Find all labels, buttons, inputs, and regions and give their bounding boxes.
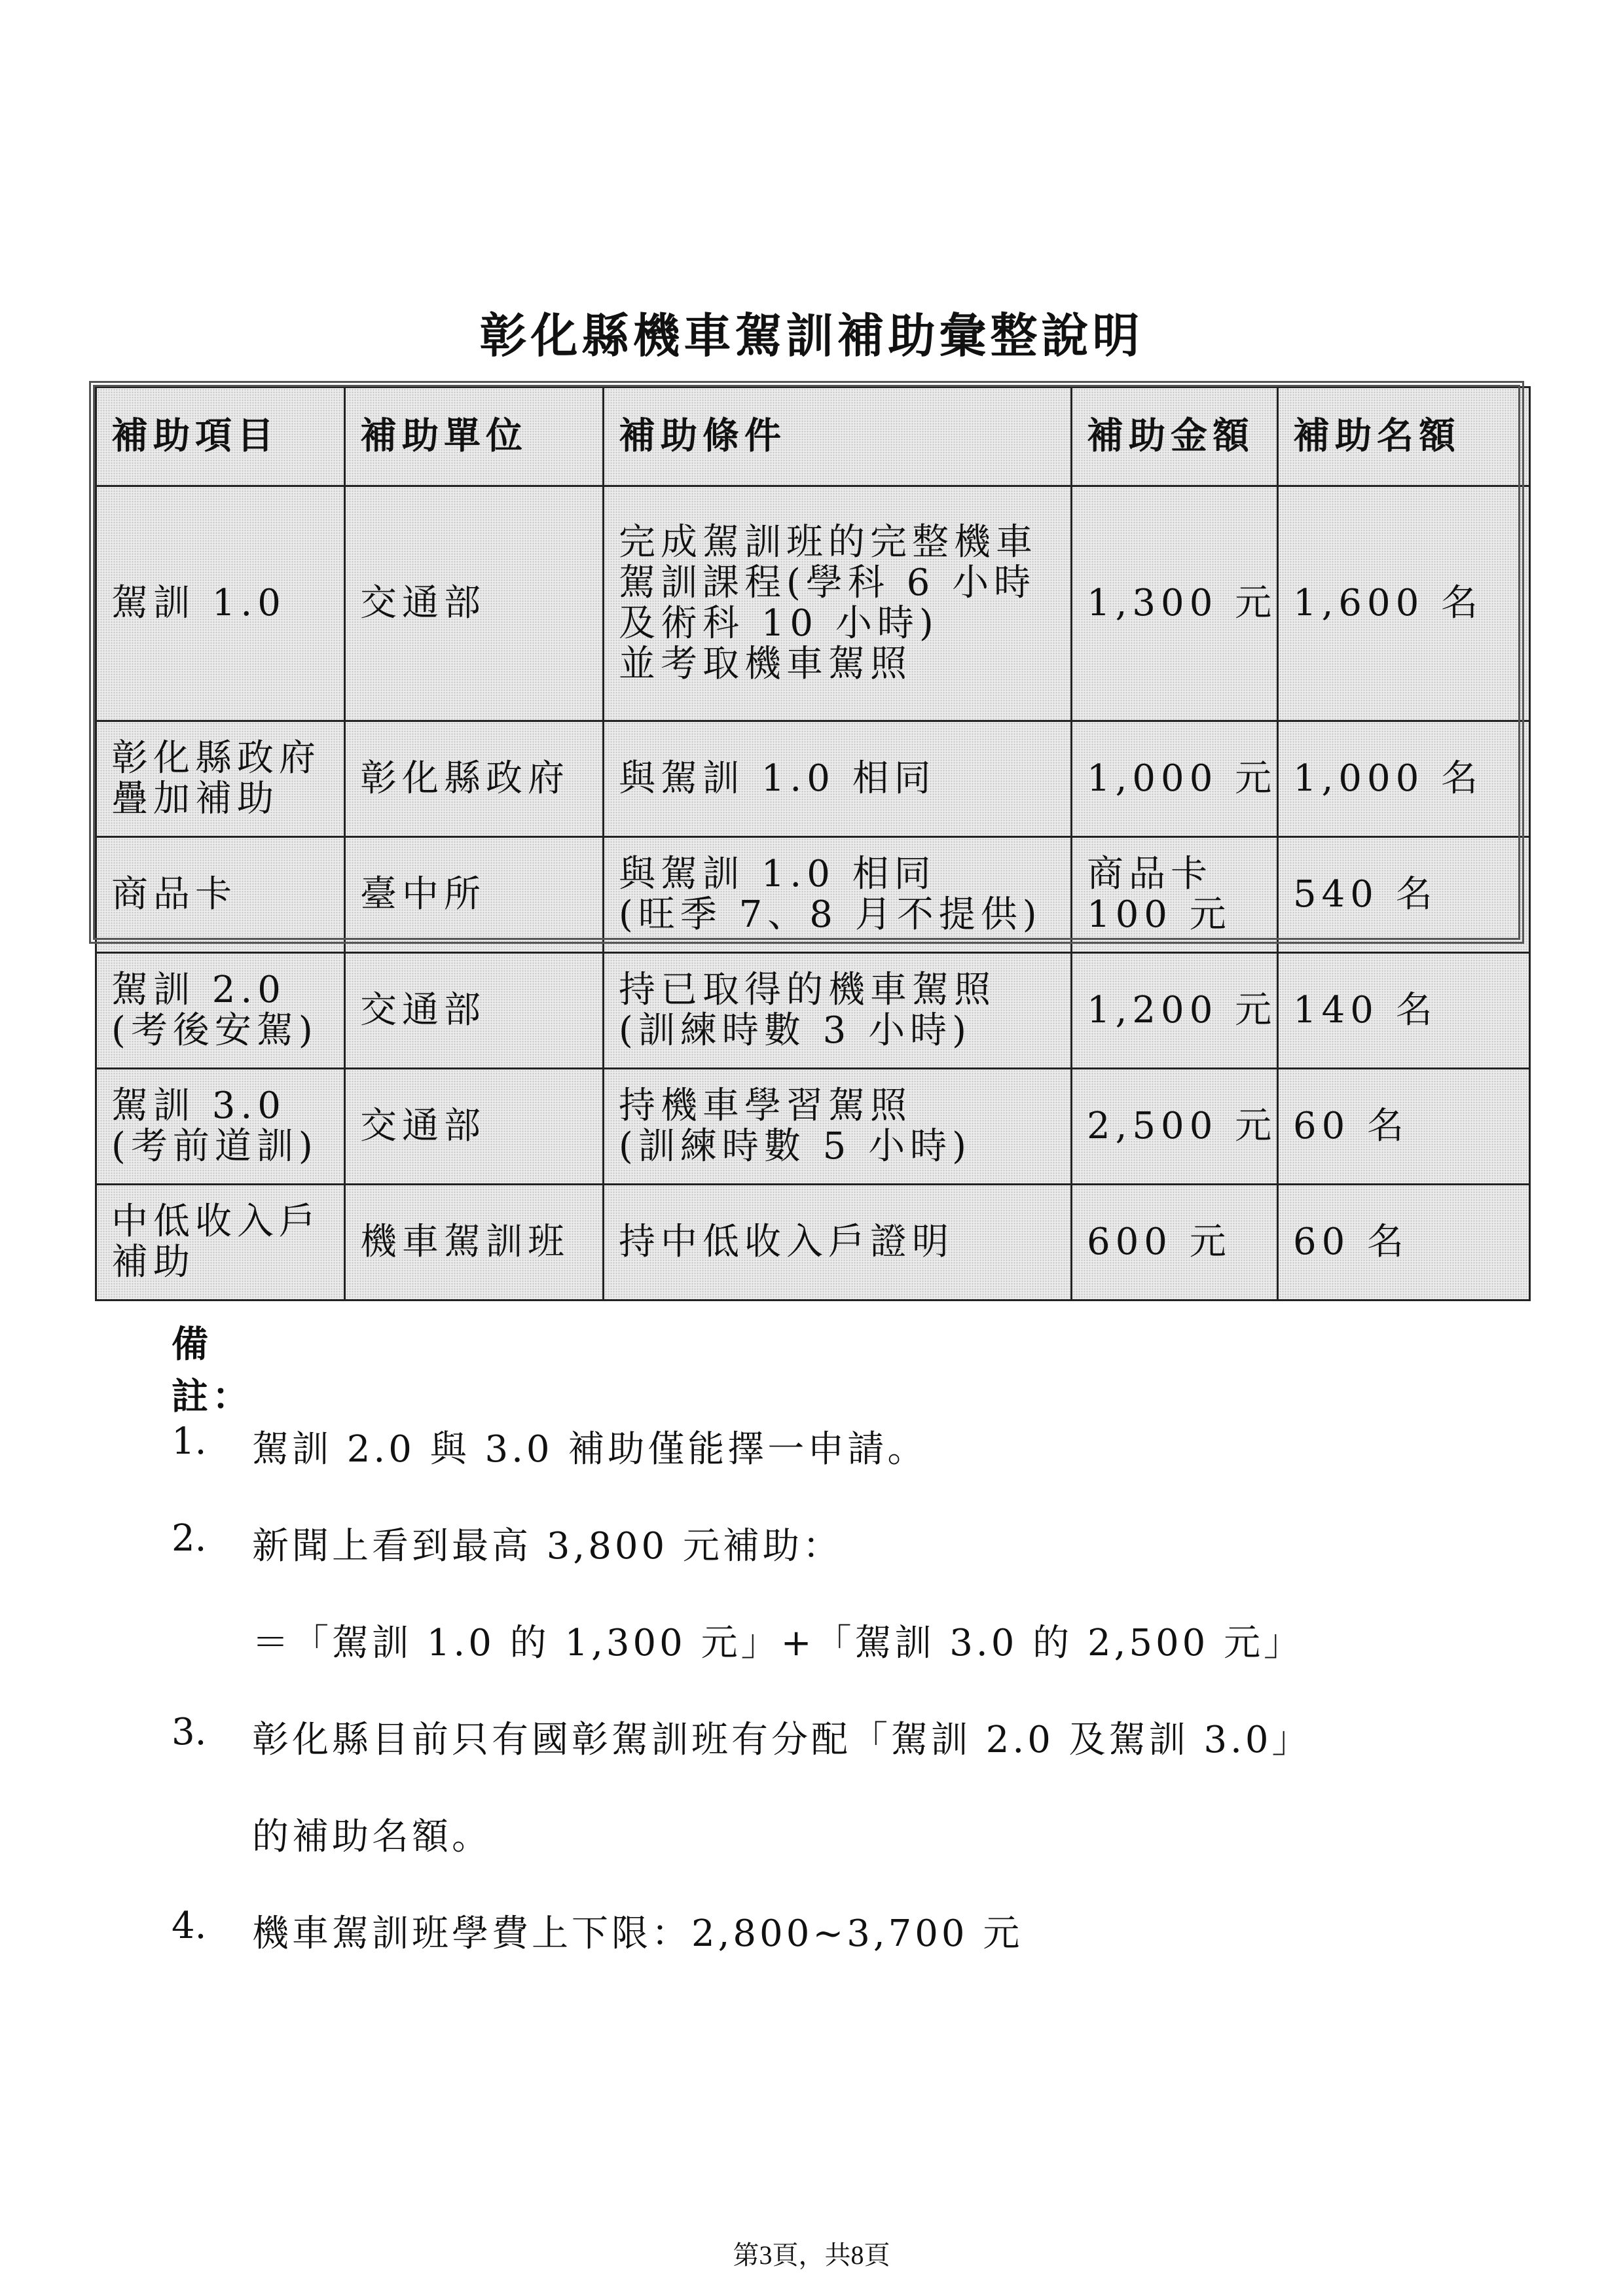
table-row bbox=[96, 486, 1530, 721]
cell-amount: 1,300 元 bbox=[1072, 486, 1278, 721]
table-header-row bbox=[96, 387, 1530, 486]
cell-amount: 商品卡 100 元 bbox=[1072, 837, 1278, 953]
cell-item: 商品卡 bbox=[96, 837, 345, 953]
header-condition: 補助條件 bbox=[604, 387, 1072, 486]
cell-amount: 1,000 元 bbox=[1072, 721, 1278, 837]
cell-unit: 交通部 bbox=[345, 486, 604, 721]
cell-unit: 交通部 bbox=[345, 953, 604, 1069]
cell-quota: 1,000 名 bbox=[1278, 721, 1530, 837]
note-number: 1. bbox=[172, 1420, 207, 1463]
note-text: 彰化縣目前只有國彰駕訓班有分配「駕訓 2.0 及駕訓 3.0」 bbox=[252, 1719, 1312, 1761]
note-number: 2. bbox=[172, 1517, 207, 1560]
header-item: 補助項目 bbox=[96, 387, 345, 486]
table-row bbox=[96, 953, 1530, 1069]
page-title: 彰化縣機車駕訓補助彙整說明 bbox=[479, 308, 1144, 363]
note-number: 4. bbox=[172, 1905, 207, 1947]
cell-quota: 540 名 bbox=[1278, 837, 1530, 953]
cell-unit: 機車駕訓班 bbox=[345, 1185, 604, 1300]
cell-unit: 彰化縣政府 bbox=[345, 721, 604, 837]
subsidy-table bbox=[95, 386, 1531, 1301]
cell-item: 駕訓 2.0 (考後安駕) bbox=[96, 953, 345, 1069]
note-number: 3. bbox=[172, 1711, 207, 1753]
table-row bbox=[96, 837, 1530, 953]
note-continuation: 的補助名額。 bbox=[252, 1816, 492, 1858]
cell-condition: 持中低收入戶證明 bbox=[604, 1185, 1072, 1300]
cell-condition: 與駕訓 1.0 相同 (旺季 7、8 月不提供) bbox=[604, 837, 1072, 953]
note-text: 新聞上看到最高 3,800 元補助： bbox=[252, 1525, 843, 1568]
note-text: 機車駕訓班學費上下限：2,800~3,700 元 bbox=[252, 1912, 1023, 1955]
note-text: 駕訓 2.0 與 3.0 補助僅能擇一申請。 bbox=[252, 1428, 928, 1471]
cell-item: 彰化縣政府 疊加補助 bbox=[96, 721, 345, 837]
header-unit: 補助單位 bbox=[345, 387, 604, 486]
table-row bbox=[96, 721, 1530, 837]
cell-condition: 持已取得的機車駕照 (訓練時數 3 小時) bbox=[604, 953, 1072, 1069]
cell-quota: 1,600 名 bbox=[1278, 486, 1530, 721]
note-continuation: ＝「駕訓 1.0 的 1,300 元」+「駕訓 3.0 的 2,500 元」 bbox=[252, 1622, 1304, 1664]
page-footer: 第3頁，共8頁 bbox=[733, 2240, 890, 2270]
cell-item: 駕訓 3.0 (考前道訓) bbox=[96, 1069, 345, 1185]
cell-unit: 臺中所 bbox=[345, 837, 604, 953]
cell-item: 中低收入戶 補助 bbox=[96, 1185, 345, 1300]
cell-amount: 600 元 bbox=[1072, 1185, 1278, 1300]
cell-unit: 交通部 bbox=[345, 1069, 604, 1185]
cell-condition: 與駕訓 1.0 相同 bbox=[604, 721, 1072, 837]
cell-condition: 完成駕訓班的完整機車 駕訓課程(學科 6 小時 及術科 10 小時) 並考取機車駕照 bbox=[604, 486, 1072, 721]
notes-heading: 備註： bbox=[172, 1323, 253, 1418]
cell-quota: 60 名 bbox=[1278, 1185, 1530, 1300]
cell-amount: 2,500 元 bbox=[1072, 1069, 1278, 1185]
cell-item: 駕訓 1.0 bbox=[96, 486, 345, 721]
header-amount: 補助金額 bbox=[1072, 387, 1278, 486]
cell-amount: 1,200 元 bbox=[1072, 953, 1278, 1069]
cell-quota: 60 名 bbox=[1278, 1069, 1530, 1185]
cell-condition: 持機車學習駕照 (訓練時數 5 小時) bbox=[604, 1069, 1072, 1185]
table-row bbox=[96, 1069, 1530, 1185]
cell-quota: 140 名 bbox=[1278, 953, 1530, 1069]
table-row bbox=[96, 1185, 1530, 1300]
header-quota: 補助名額 bbox=[1278, 387, 1530, 486]
